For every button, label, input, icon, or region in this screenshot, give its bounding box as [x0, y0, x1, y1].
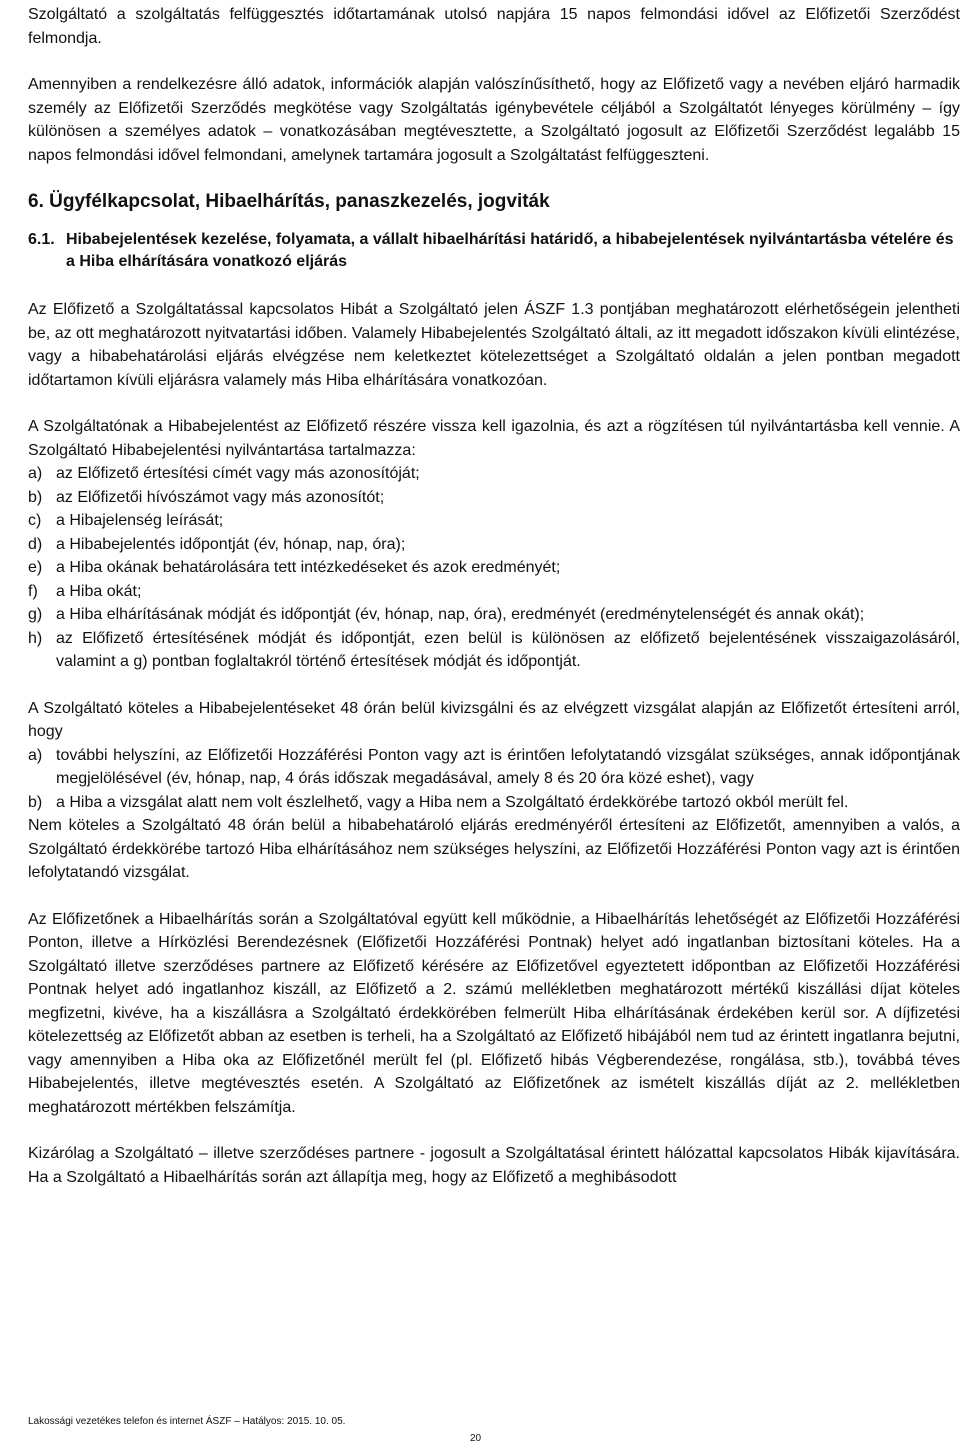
list-item: b) az Előfizetői hívószámot vagy más azonosítót;: [28, 488, 385, 506]
list-item: a) az Előfizető értesítési címét vagy más azonosítóját;: [28, 465, 420, 482]
list-item: c) a Hibajelenség leírását;: [28, 512, 224, 529]
paragraph-cooperation: Az Előfizetőnek a Hibaelhárítás során a Szolgáltatóval együtt kell működnie, a Hibaelhárítás lehetőségét az Előfizetői Hozzáférési Ponton, illetve a Hírközlési Berendezésnek (Előfizetői Hozzáférési Pontnak) helyet adó ingatlanban biztosítani köteles. Ha a Szolgáltató illetve szerződéses partnere az Előfizető kérésére az Előfizetővel egyeztetett időpontban az Előfizetői Hozzáférési Pontnak helyet adó ingatlanhoz kiszáll, az Előfizető a 2. számú mellékletben meghatározott mértékű kiszállási díjat köteles megfizetni, kivéve, ha a kiszállásra a Szolgáltató érdekkörében felmerült Hiba elhárításának érdekében kerül sor. A díjfizetési kötelezettség az Előfizetőt abban az esetben is terheli, ha a Szolgáltató az Előfizető hibájából nem tud az érintett ingatlanra bejutni, vagy amennyiben a Hiba oka az Előfizetőnél merült fel (pl. Előfizető hibás Végberendezése, rongálása, stb.), továbbá téves Hibabejelentés, illetve megtévesztés esetén. A Szolgáltató az Előfizetőnek az ismételt kiszállás díját az 2. mellékletben meghatározott mértékben felszámítja.: [28, 910, 960, 1116]
subsection-number: 6.1.: [28, 231, 55, 248]
list-item: h) az Előfizető értesítésének módját és időpontját, ezen belül is különösen az előfizető bejelentésének visszaigazolásáról, valamint a g) pontban foglaltakról történő értesítések módját és időpontját.: [28, 629, 960, 670]
list-item: d) a Hibabejelentés időpontját (év, hónap, nap, óra);: [28, 535, 406, 553]
list-item: f) a Hiba okát;: [28, 582, 142, 600]
paragraph-repair-rights: Kizárólag a Szolgáltató – illetve szerződéses partnere - jogosult a Szolgáltatásal érintett hálózattal kapcsolatos Hibák kijavítására. Ha a Szolgáltató a Hibaelhárítás során azt állapítja meg, hogy az Előfizető a meghibásodott: [28, 1145, 960, 1186]
list-item: a) további helyszíni, az Előfizetői Hozzáférési Ponton vagy azt is érintően lefolytatandó vizsgálat szükséges, annak időpontjának megjelölésével (év, hónap, nap, 4 órás időszak megadásával, amely 8 és 20 óra közé eshet), vagy: [28, 746, 960, 787]
notification-list: [28, 744, 960, 815]
paragraph-deception: Amennyiben a rendelkezésre álló adatok, információk alapján valószínűsíthető, hogy az Előfizető vagy a nevében eljáró harmadik személy az Előfizetői Szerződés megkötése vagy Szolgáltatás igénybevétele céljából a Szolgáltatót lényeges körülmény – így különösen a személyes adatok – vonatkozásában megtévesztette, a Szolgáltató jogosult az Előfizetői Szerződést legalább 15 napos felmondási idővel felmondani, amelynek tartamára jogosult a Szolgáltatást felfüggeszteni.: [28, 76, 960, 164]
section-title: Ügyfélkapcsolat, Hibaelhárítás, panaszkezelés, jogviták: [49, 191, 550, 212]
list-item: g) a Hiba elhárításának módját és időpontját (év, hónap, nap, óra), eredményét (eredménytelenségét és annak okát);: [28, 606, 865, 623]
section-heading: [28, 189, 960, 215]
document-page: [28, 0, 960, 1189]
subsection-heading: [28, 229, 960, 273]
subsection-title: Hibabejelentések kezelése, folyamata, a vállalt hibaelhárítási határidő, a hibabejelentések nyilvántartásba vételére és a Hiba elhárítására vonatkozó eljárás: [66, 231, 954, 270]
footer-text: Lakossági vezetékes telefon és internet ÁSZF – Hatályos: 2015. 10. 05.: [28, 1416, 346, 1427]
paragraph-termination: Szolgáltató a szolgáltatás felfüggesztés időtartamának utolsó napjára 15 napos felmondási idővel az Előfizetői Szerződést felmondja.: [28, 6, 960, 47]
list-item: b) a Hiba a vizsgálat alatt nem volt észlelhető, vagy a Hiba nem a Szolgáltató érdekkörébe tartozó okból merült fel.: [28, 793, 849, 811]
paragraph-no-obligation: Nem köteles a Szolgáltató 48 órán belül a hibabehatároló eljárás eredményéről értesíteni az Előfizetőt, amennyiben a valós, a Szolgáltató érdekkörébe tartozó Hiba elhárításához nem szükséges helyszíni, az Előfizetői Hozzáférési Ponton vagy azt is érintően lefolytatandó vizsgálat.: [28, 817, 960, 881]
section-number: 6.: [28, 191, 44, 212]
paragraph-fault-register: A Szolgáltatónak a Hibabejelentést az Előfizető részére vissza kell igazolnia, és azt a rögzítésen túl nyilvántartásba kell vennie. A Szolgáltató Hibabejelentési nyilvántartása tartalmazza:: [28, 418, 960, 459]
paragraph-fault-reporting: Az Előfizető a Szolgáltatással kapcsolatos Hibát a Szolgáltató jelen ÁSZF 1.3 pontjában meghatározott elérhetőségein jelentheti be, az ott meghatározott nyitvatartási időben. Valamely Hibabejelentés Szolgáltató általi, az itt megadott időszakon kívüli elintézése, vagy a hibabehatárolási eljárás elvégzése nem keletkeztet kötelezettséget a Szolgáltató oldalán a jelen pontban megadott időtartamon kívüli eljárásra valamely más Hiba elhárítására vonatkozóan.: [28, 301, 960, 389]
list-item: e) a Hiba okának behatárolására tett intézkedéseket és azok eredményét;: [28, 559, 561, 576]
paragraph-48-hours: A Szolgáltató köteles a Hibabejelentéseket 48 órán belül kivizsgálni és az elvégzett vizsgálat alapján az Előfizetőt értesíteni arról, hogy: [28, 699, 960, 740]
page-number: 20: [470, 1433, 482, 1444]
register-contents-list: [28, 462, 960, 674]
